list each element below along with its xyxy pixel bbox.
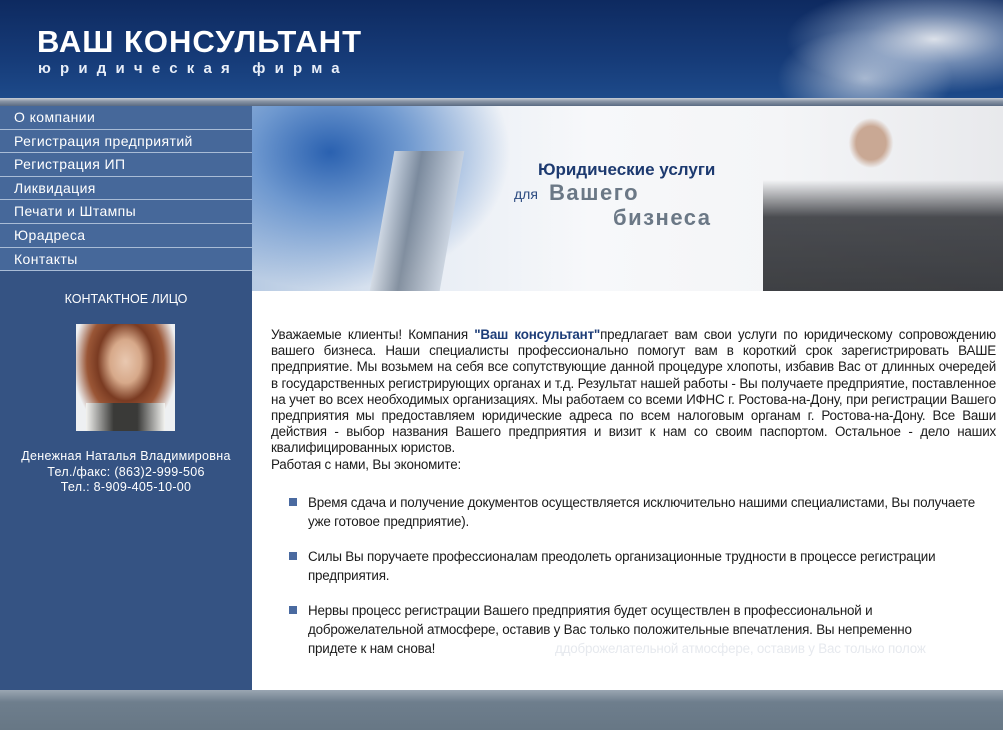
ghost-text: ддоброжелательной атмосфере, оставив у Вас только полож: [555, 640, 926, 656]
footer: [0, 690, 1003, 730]
contact-heading: КОНТАКТНОЕ ЛИЦО: [64, 292, 188, 306]
square-bullet-icon: [289, 552, 297, 560]
list-item-text: Нервы процесс регистрации Вашего предприятия будет осуществлен в профессиональной и доброжелательной атмосфере, оставив у Вас только положительные впечатления. Вы непременно придете к нам снова!: [308, 602, 912, 656]
list-item: [271, 547, 996, 585]
menu-item-stamps[interactable]: Печати и Штампы: [0, 200, 252, 224]
contact-phone-fax: Тел./факс: (863)2-999-506: [47, 464, 205, 479]
banner: [252, 106, 1003, 291]
business-people-image: [763, 106, 1003, 291]
slogan-line3: бизнеса: [613, 205, 712, 230]
menu-item-liquidation[interactable]: Ликвидация: [0, 177, 252, 201]
menu-item-contacts[interactable]: Контакты: [0, 248, 252, 272]
logo-subtitle: юридическая фирма: [38, 60, 349, 77]
intro-paragraph: [271, 327, 996, 457]
menu-item-about[interactable]: О компании: [0, 106, 252, 130]
slogan-line1: Юридические услуги: [538, 160, 716, 179]
contact-info: [0, 449, 252, 496]
list-item: [271, 601, 996, 658]
menu-item-company-registration[interactable]: Регистрация предприятий: [0, 130, 252, 154]
menu-item-ip-registration[interactable]: Регистрация ИП: [0, 153, 252, 177]
contact-name: Денежная Наталья Владимировна: [21, 449, 231, 463]
clouds-image: [773, 0, 1003, 98]
square-bullet-icon: [289, 606, 297, 614]
main-menu: [0, 106, 252, 271]
list-item-text: Силы Вы поручаете профессионалам преодолеть организационные трудности в процессе регистрации предприятия.: [308, 548, 936, 583]
sidebar: [0, 106, 252, 690]
slogan-for: для: [514, 186, 538, 202]
square-bullet-icon: [289, 498, 297, 506]
contact-photo: [76, 324, 175, 431]
header: [0, 0, 1003, 98]
company-name: "Ваш консультант": [474, 327, 601, 342]
list-item-text: Время сдача и получение документов осуществляется исключительно нашими специалистами, Вы получаете уже готовое предприятие).: [308, 494, 976, 529]
logo-title[interactable]: ВАШ КОНСУЛЬТАНТ: [37, 24, 363, 59]
benefits-list: [271, 493, 996, 658]
menu-item-legal-addresses[interactable]: Юрадреса: [0, 224, 252, 248]
header-divider: [0, 98, 1003, 106]
intro-start: Уважаемые клиенты! Компания: [271, 327, 475, 342]
list-item: [271, 493, 996, 531]
intro-rest: предлагает вам свои услуги по юридическому сопровождению вашего бизнеса. Наши специалисты профессионально помогут вам в короткий срок зарегистрировать ВАШЕ предприятие. Мы возьмем на себя все сопутствующие данной процедуре хлопоты, избавив Вас от длинных очередей в государственных регистрирующих органах и т.д. Результат нашей работы - Вы получаете предприятие, поставленное на учет во всех необходимых организациях. Мы работаем со всеми ИФНС г. Ростова-на-Дону, при регистрации Вашего предприятия мы предоставляем юридические адреса по всем налоговым органам г. Ростова-на-Дону. Все Ваши действия - выбор названия Вашего предприятия и визит к нам со своим паспортом. Остальное - дело наших квалифицированных юристов.: [271, 327, 996, 456]
savings-heading: Работая с нами, Вы экономите:: [271, 456, 461, 472]
slogan-line2: Вашего: [549, 180, 640, 205]
contact-phone: Тел.: 8-909-405-10-00: [60, 480, 192, 494]
main-content: [271, 327, 996, 674]
